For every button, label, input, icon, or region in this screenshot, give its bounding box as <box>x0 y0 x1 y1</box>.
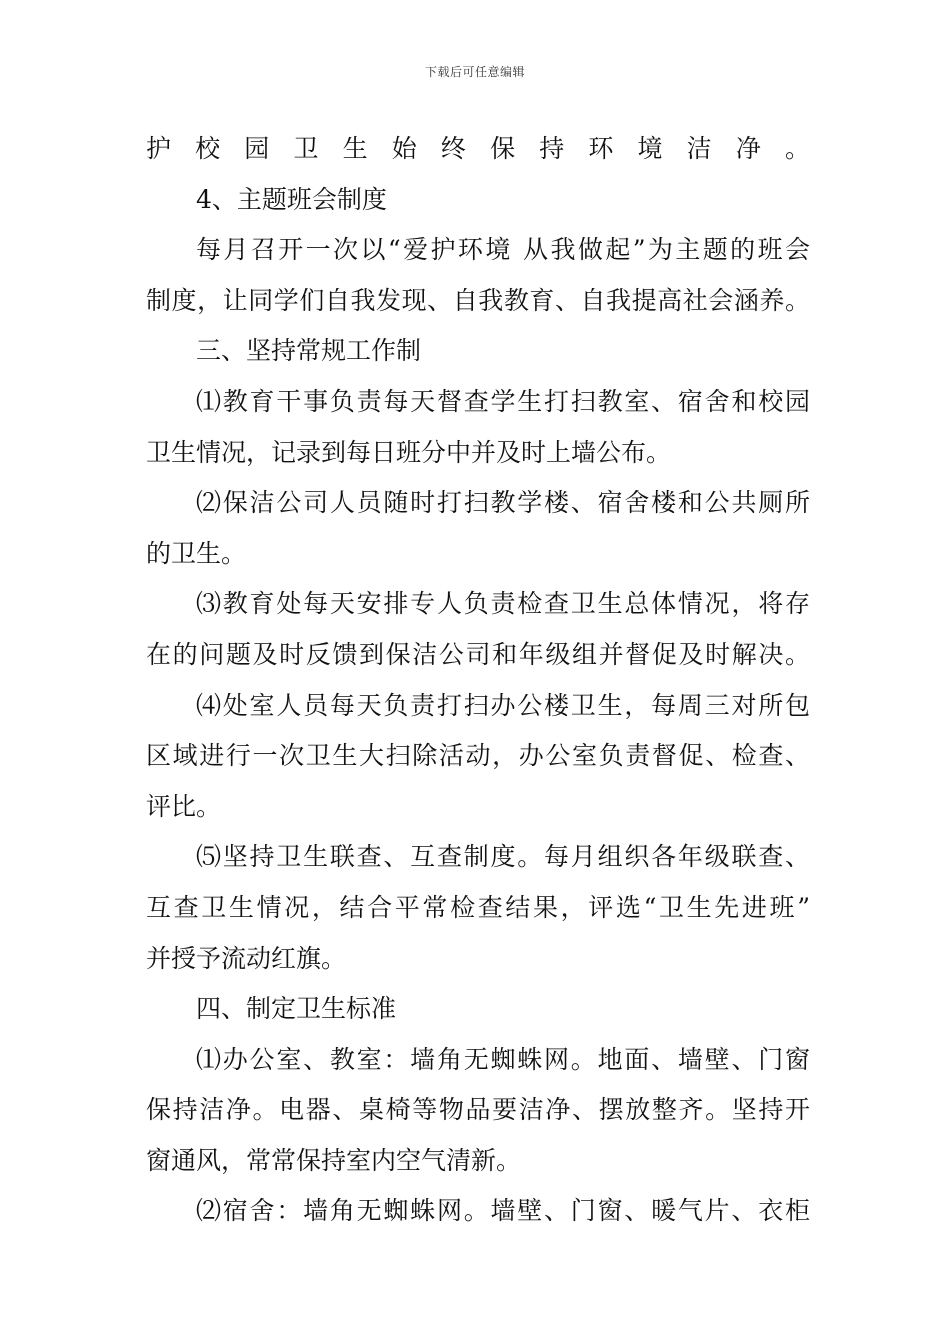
text-line: ⑵宿舍：墙角无蜘蛛网。墙壁、门窗、暖气片、衣柜 <box>196 1196 810 1226</box>
text-line: 窗通风，常常保持室内空气清新。 <box>146 1145 522 1175</box>
section-heading: 三、坚持常规工作制 <box>196 336 422 366</box>
text-line: ⑴教育干事负责每天督查学生打扫教室、宿舍和校园 <box>196 386 810 416</box>
text-line: ⑴办公室、教室：墙角无蜘蛛网。地面、墙壁、门窗 <box>196 1044 810 1074</box>
text-line: 区域进行一次卫生大扫除活动，办公室负责督促、检查、 <box>146 741 810 771</box>
text-line: 每月召开一次以“爱护环境 从我做起”为主题的班会 <box>196 235 810 265</box>
text-line: ⑶教育处每天安排专人负责检查卫生总体情况，将存 <box>196 589 810 619</box>
text-line: 卫生情况，记录到每日班分中并及时上墙公布。 <box>146 437 672 467</box>
text-line: 并授予流动红旗。 <box>146 943 347 973</box>
text-line: ⑵保洁公司人员随时打扫教学楼、宿舍楼和公共厕所 <box>196 488 810 518</box>
text-line: 护校园卫生始终保持环境洁净。 <box>146 134 810 163</box>
text-line: ⑸坚持卫生联查、互查制度。每月组织各年级联查、 <box>196 842 810 872</box>
section-heading: 四、制定卫生标准 <box>196 994 397 1024</box>
text-line: ⑷处室人员每天负责打扫办公楼卫生，每周三对所包 <box>196 690 810 720</box>
text-line: 的卫生。 <box>146 538 247 568</box>
text-line: 制度，让同学们自我发现、自我教育、自我提高社会涵养。 <box>146 285 810 315</box>
text-line: 保持洁净。电器、桌椅等物品要洁净、摆放整齐。坚持开 <box>146 1095 810 1125</box>
document-body <box>146 124 810 1237</box>
page-header: 下载后可任意编辑 <box>424 65 525 79</box>
text-line: 在的问题及时反馈到保洁公司和年级组并督促及时解决。 <box>146 639 810 669</box>
text-line: 评比。 <box>146 791 222 821</box>
section-heading: 4、主题班会制度 <box>196 184 387 214</box>
text-line: 互查卫生情况，结合平常检查结果，评选“卫生先进班” <box>146 892 810 922</box>
